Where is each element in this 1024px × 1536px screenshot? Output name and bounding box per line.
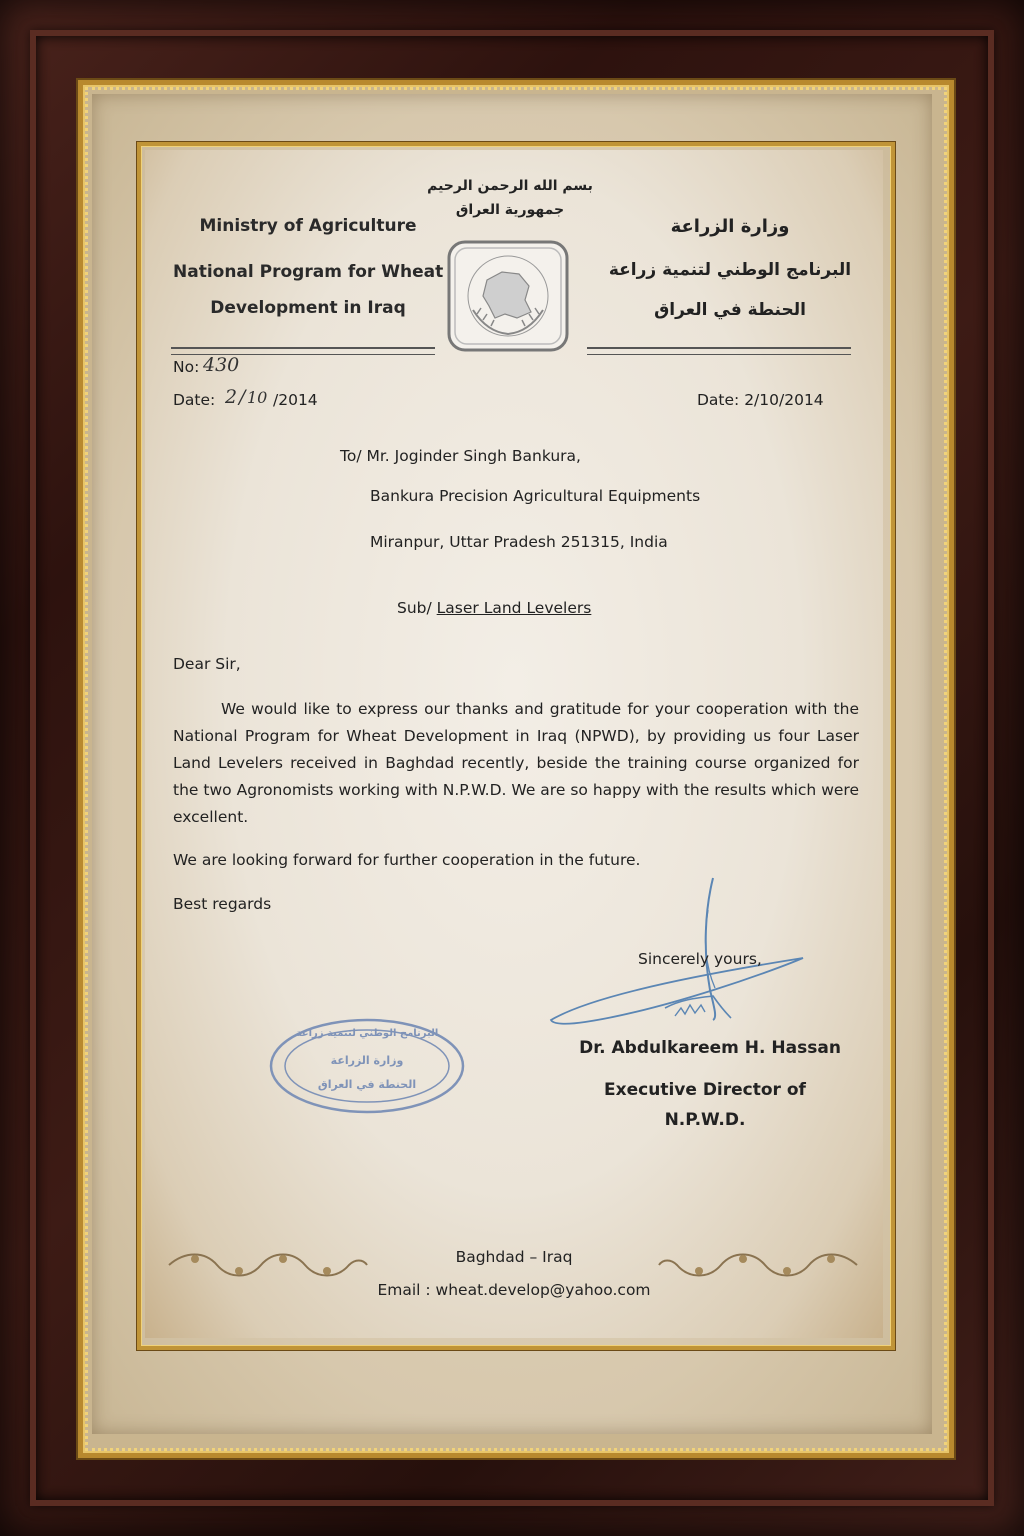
stamp-text-bottom: الحنطة في العراق — [317, 1078, 417, 1091]
ministry-en: Ministry of Agriculture — [199, 216, 417, 236]
program-ar-line1: البرنامج الوطني لتنمية زراعة — [608, 260, 852, 280]
recipient-to: To/ Mr. Joginder Singh Bankura, — [340, 447, 581, 465]
signatory-name: Dr. Abdulkareem H. Hassan — [579, 1038, 841, 1058]
recipient-company: Bankura Precision Agricultural Equipments — [370, 487, 701, 505]
date-day-handwritten: 2 — [225, 386, 238, 408]
footer-city: Baghdad – Iraq — [455, 1248, 573, 1266]
date-month-handwritten: 10 — [247, 388, 268, 407]
program-ar-line2: الحنطة في العراق — [654, 300, 806, 320]
signatory-title-line2: N.P.W.D. — [664, 1110, 746, 1130]
date-right: Date: 2/10/2014 — [697, 391, 824, 409]
closing: Sincerely yours, — [638, 950, 762, 968]
subject-label: Sub/ — [397, 599, 432, 617]
bismillah-text: بسم الله الرحمن الرحيم — [427, 178, 593, 194]
body-paragraph-1: We would like to express our thanks and gratitude for your cooperation with the National Program for Wheat Development in Iraq (NPWD), by providing us four Laser Land Levelers received in Baghdad recently, beside the training course organized for the two Agronomists working with N.P.W.D. We are so happy with the results which were excellent. — [173, 700, 859, 826]
stamp-text-top: البرنامج الوطني لتنمية زراعة — [295, 1028, 439, 1039]
recipient-address: Miranpur, Uttar Pradesh 251315, India — [370, 533, 668, 551]
official-stamp — [267, 1016, 467, 1116]
subject-text: Laser Land Levelers — [436, 599, 592, 617]
best-regards: Best regards — [173, 895, 272, 913]
ministry-ar: وزارة الزراعة — [670, 216, 790, 237]
ref-number-handwritten: 430 — [203, 354, 240, 376]
program-en-line1: National Program for Wheat — [173, 262, 444, 282]
salutation: Dear Sir, — [173, 655, 241, 673]
subject-line — [397, 599, 591, 617]
program-en-line2: Development in Iraq — [210, 298, 406, 318]
stamp-text-middle: وزارة الزراعة — [330, 1054, 404, 1067]
footer-email: Email : wheat.develop@yahoo.com — [377, 1281, 651, 1299]
letter-paper — [145, 150, 883, 1338]
iraq-map-emblem-icon — [447, 240, 569, 352]
date-label-left: Date: — [173, 391, 216, 409]
header-rule-right — [587, 347, 851, 355]
date-separator: / — [239, 386, 246, 408]
date-year-left: /2014 — [273, 391, 318, 409]
signatory-title-line1: Executive Director of — [604, 1080, 806, 1100]
republic-text: جمهورية العراق — [455, 202, 565, 218]
body-paragraph-2: We are looking forward for further cooperation in the future. — [173, 851, 641, 869]
ref-number-label: No: — [173, 358, 200, 376]
